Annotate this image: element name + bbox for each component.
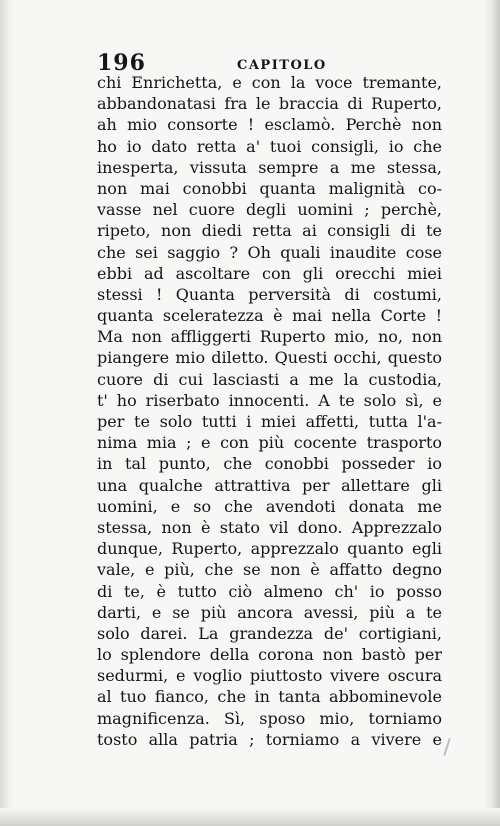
text-line: piangere mio diletto. Questi occhi, questo — [97, 348, 442, 368]
text-line: ho io dato retta a' tuoi consigli, io che — [97, 136, 442, 156]
text-line: Ma non affliggerti Ruperto mio, no, non — [97, 327, 442, 347]
text-line: magnificenza. Sì, sposo mio, torniamo — [97, 708, 442, 728]
text-line: abbandonatasi fra le braccia di Ruperto, — [97, 94, 442, 114]
text-line: stessa, non è stato vil dono. Apprezzalo — [97, 517, 442, 537]
page-number: 196 — [97, 50, 146, 76]
text-line: uomini, e so che avendoti donata me — [97, 496, 442, 516]
text-line: nima mia ; e con più cocente trasporto — [97, 433, 442, 453]
text-line: sedurmi, e voglio piuttosto vivere oscura — [97, 666, 442, 686]
text-line: in tal punto, che conobbi posseder io — [97, 454, 442, 474]
page-right-edge-shadow — [484, 0, 500, 826]
text-line: che sei saggio ? Oh quali inaudite cose — [97, 242, 442, 262]
text-line: lo splendore della corona non bastò per — [97, 645, 442, 665]
text-line: stessi ! Quanta perversità di costumi, — [97, 284, 442, 304]
paper-mark — [443, 738, 450, 756]
text-line: di te, è tutto ciò almeno ch' io posso — [97, 581, 442, 601]
page-left-edge-shadow — [0, 0, 14, 826]
text-line: chi Enrichetta, e con la voce tremante, — [97, 73, 442, 92]
text-line: per te solo tutti i miei affetti, tutta l'a- — [97, 412, 442, 431]
text-line: cuore di cui lasciasti a me la custodia, — [97, 369, 442, 389]
text-line: solo darei. La grandezza de' cortigiani, — [97, 623, 442, 643]
text-line: vale, e più, che se non è affatto degno — [97, 560, 442, 580]
text-line: quanta sceleratezza è mai nella Corte ! — [97, 306, 442, 326]
text-line: una qualche attrattiva per allettare gli — [97, 475, 442, 495]
text-line: tosto alla patria ; torniamo a vivere e — [97, 729, 442, 749]
text-line: ebbi ad ascoltare con gli orecchi miei — [97, 263, 442, 283]
text-line: darti, e se più ancora avessi, più a te — [97, 602, 442, 622]
text-line: ah mio consorte ! esclamò. Perchè non — [97, 115, 442, 135]
page-bottom-edge-shadow — [0, 808, 500, 826]
text-line: inesperta, vissuta sempre a me stessa, — [97, 157, 442, 177]
body-text — [97, 72, 442, 750]
text-line: ripeto, non diedi retta ai consigli di te — [97, 221, 442, 241]
text-line: al tuo fianco, che in tanta abbominevole — [97, 687, 442, 707]
running-head: CAPITOLO — [237, 58, 327, 73]
text-line: non mai conobbi quanta malignità co- — [97, 178, 442, 198]
text-line: vasse nel cuore degli uomini ; perchè, — [97, 200, 442, 220]
text-line: dunque, Ruperto, apprezzalo quanto egli — [97, 539, 442, 559]
text-line: t' ho riserbato innocenti. A te solo sì, e — [97, 390, 442, 410]
